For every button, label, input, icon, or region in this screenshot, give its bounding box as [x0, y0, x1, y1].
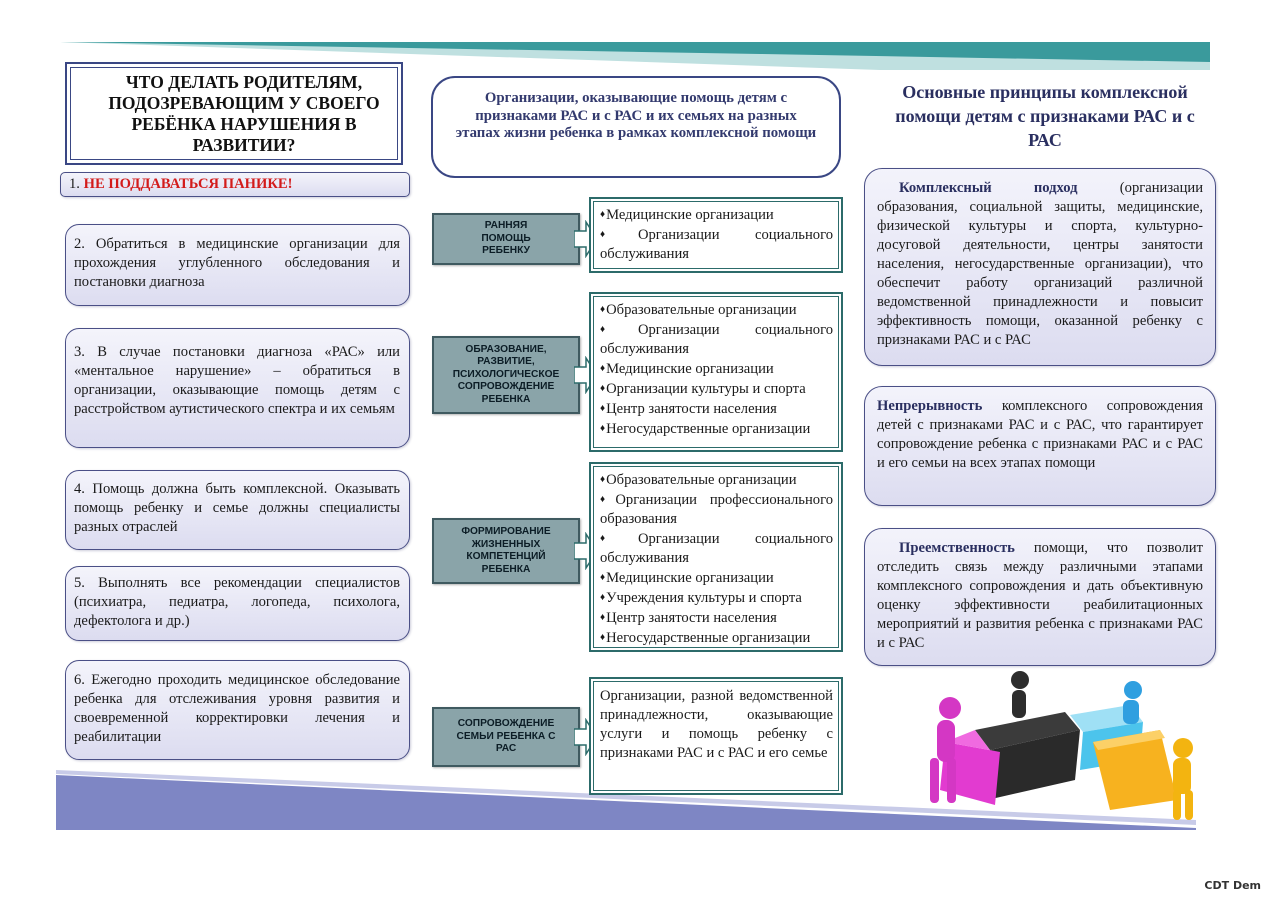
principle-succession	[864, 528, 1216, 666]
principle-complex-approach	[864, 168, 1216, 366]
org-item: ♦ Организации культуры и спорта	[600, 379, 833, 399]
org-item: ♦ Образовательные организации	[600, 300, 833, 320]
orgs-family-support	[589, 677, 843, 795]
org-item: ♦ Организации социального обслуживания	[600, 225, 833, 264]
org-item: ♦ Центр занятости населения	[600, 608, 833, 628]
principle-term: Преемственность	[899, 540, 1015, 556]
step-6: 6. Ежегодно проходить медицинское обследование ребенка для отслеживания уровня развития и своевременной корректировки лечения и реабилитации	[65, 660, 410, 760]
step-3: 3. В случае постановки диагноза «РАС» или «ментальное нарушение» – обратиться в организации, оказывающие помощь детям с расстройством аутистического спектра и их семьям	[65, 328, 410, 448]
step-4: 4. Помощь должна быть комплексной. Оказывать помощь ребенку и семье должны специалисты разных отраслей	[65, 470, 410, 550]
org-item: ♦ Учреждения культуры и спорта	[600, 588, 833, 608]
principle-term: Непрерывность	[877, 398, 983, 414]
org-item: ♦ Негосударственные организации	[600, 419, 833, 439]
org-item: ♦ Организации социального обслуживания	[600, 529, 833, 568]
org-item: ♦ Образовательные организации	[600, 470, 833, 490]
org-item: ♦ Медицинские организации	[600, 205, 833, 225]
step-5: 5. Выполнять все рекомендации специалистов (психиатра, педиатра, логопеда, психолога, дефектолога и др.)	[65, 566, 410, 641]
teamwork-illustration	[915, 660, 1215, 825]
principles-title: Основные принципы комплексной помощи детям с признаками РАС и с РАС	[895, 82, 1195, 150]
step-1	[60, 172, 410, 197]
principle-text: (организации образования, социальной защиты, медицинские, физической культуры и спорта, культурно-досуговой деятельности, центры занятости населения, негосударственные организации), что обеспечит работу организаций различной ведомственной принадлежности и повысит эффективность помощи, оказанной ребенку с признаками РАС и с РАС	[877, 180, 1204, 348]
stage-early-help: РАННЯЯ ПОМОЩЬ РЕБЕНКУ	[432, 213, 580, 265]
principle-term: Комплексный подход	[899, 180, 1078, 196]
step-2: 2. Обратиться в медицинские организации для прохождения углубленного обследования и постановки диагноза	[65, 224, 410, 306]
org-item: ♦ Центр занятости населения	[600, 399, 833, 419]
org-item: ♦ Организации социального обслуживания	[600, 320, 833, 359]
principle-text: помощи, что позволит отследить связь между различными этапами комплексного сопровождения и дать объективную оценку эффективности реабилитационных мероприятий и развития ребенка с признаками РАС и с РАС	[877, 540, 1203, 651]
org-item: ♦ Медицинские организации	[600, 568, 833, 588]
orgs-education	[589, 292, 843, 452]
organizations-title: Организации, оказывающие помощь детям с признаками РАС и с РАС и их семьях на разных этапах жизни ребенка в рамках комплексной помощи	[431, 76, 841, 178]
principle-text: комплексного сопровождения детей с признаками РАС и с РАС, что гарантирует сопровождение ребенка с признаками РАС и с РАС и его семьи на всех этапах помощи	[877, 398, 1203, 471]
stage-education: ОБРАЗОВАНИЕ, РАЗВИТИЕ, ПСИХОЛОГИЧЕСКОЕ СОПРОВОЖДЕНИЕ РЕБЕНКА	[432, 336, 580, 414]
org-item: ♦ Медицинские организации	[600, 359, 833, 379]
watermark: CDT Dem	[1204, 879, 1261, 892]
step-1-number: 1.	[69, 176, 84, 192]
principle-continuity	[864, 386, 1216, 506]
orgs-early-help	[589, 197, 843, 273]
parents-guide-title: ЧТО ДЕЛАТЬ РОДИТЕЛЯМ, ПОДОЗРЕВАЮЩИМ У СВОЕГО РЕБЁНКА НАРУШЕНИЯ В РАЗВИТИИ?	[65, 62, 403, 165]
family-support-text: Организации, разной ведомственной принадлежности, оказывающие услуги и помощь ребенку с признаками РАС и с РАС и его семье	[600, 688, 833, 761]
stage-family-support: СОПРОВОЖДЕНИЕ СЕМЬИ РЕБЕНКА С РАС	[432, 707, 580, 767]
org-item: ♦ Негосударственные организации	[600, 628, 833, 648]
stage-life-competencies: ФОРМИРОВАНИЕ ЖИЗНЕННЫХ КОМПЕТЕНЦИЙ РЕБЕНКА	[432, 518, 580, 584]
orgs-life-competencies	[589, 462, 843, 652]
step-1-text: НЕ ПОДДАВАТЬСЯ ПАНИКЕ!	[83, 176, 293, 192]
org-item: ♦ Организации профессионального образования	[600, 490, 833, 529]
